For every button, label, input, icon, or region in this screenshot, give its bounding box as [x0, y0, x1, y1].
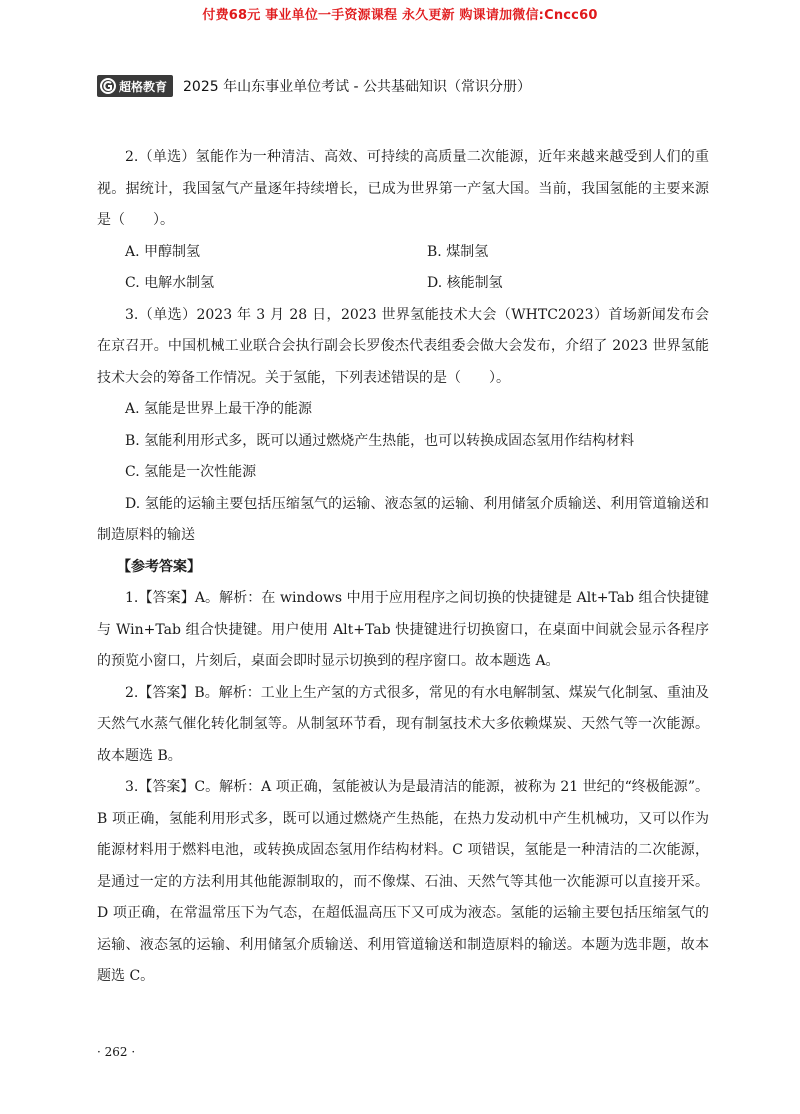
question-2-options-row-2 [97, 268, 709, 300]
answer-3: 3.【答案】C。解析：A 项正确，氢能被认为是最清洁的能源，被称为 21 世纪的“终极能源”。B 项正确，氢能利用形式多，既可以通过燃烧产生热能，在热力发动机中产生机械功，又可以作为能源材料用于燃料电池，或转换成固态氢用作结构材料。C 项错误，氢能是一种清洁的二次能源，是通过一定的方法利用其他能源制取的，而不像煤、石油、天然气等其他一次能源可以直接开采。D 项正确，在常温常压下为气态，在超低温高压下又可成为液态。氢能的运输主要包括压缩氢气的运输、液态氢的运输、利用储氢介质输送、利用管道输送和制造原料的输送。本题为选非题，故本题选 C。 [97, 779, 709, 984]
promo-banner: 付费68元 事业单位一手资源课程 永久更新 购课请加微信:Cncc60 [202, 8, 598, 23]
book-title: 2025 年山东事业单位考试 - 公共基础知识（常识分册） [183, 79, 532, 95]
question-2-option-a: A. 甲醇制氢 [125, 243, 201, 260]
answers-heading: 【参考答案】 [117, 558, 201, 575]
answer-1: 1.【答案】A。解析：在 windows 中用于应用程序之间切换的快捷键是 Alt+Tab 组合快捷键与 Win+Tab 组合快捷键。用户使用 Alt+Tab 快捷键进行切换窗口，在桌面中间就会显示各程序的预览小窗口，片刻后，桌面会即时显示切换到的程序窗口。故本题选 A。 [97, 590, 709, 669]
question-3-option-b: B. 氢能利用形式多，既可以通过燃烧产生热能，也可以转换成固态氢用作结构材料 [125, 432, 635, 449]
question-2-options-row-1 [97, 237, 709, 269]
question-2-option-c: C. 电解水制氢 [125, 275, 215, 291]
question-3-option-c: C. 氢能是一次性能源 [125, 464, 257, 480]
question-3-option-d: D. 氢能的运输主要包括压缩氢气的运输、液态氢的运输、利用储氢介质输送、利用管道输送和制造原料的输送 [97, 495, 709, 543]
question-2-option-d: D. 核能制氢 [427, 275, 503, 291]
question-3-stem: 3.（单选）2023 年 3 月 28 日，2023 世界氢能技术大会（WHTC2023）首场新闻发布会在京召开。中国机械工业联合会执行副会长罗俊杰代表组委会做大会发布，介绍了 2023 世界氢能技术大会的筹备工作情况。关于氢能，下列表述错误的是（ ）。 [97, 306, 709, 386]
logo-icon [100, 78, 116, 94]
page-number: · 262 · [97, 1045, 136, 1059]
logo-text: 超格教育 [119, 79, 168, 94]
question-3-option-a: A. 氢能是世界上最干净的能源 [125, 401, 313, 417]
question-2-stem: 2.（单选）氢能作为一种清洁、高效、可持续的高质量二次能源，近年来越来越受到人们的重视。据统计，我国氢气产量逐年持续增长，已成为世界第一产氢大国。当前，我国氢能的主要来源是（ ）。 [97, 149, 709, 228]
page-header [97, 75, 531, 97]
brand-logo [97, 75, 173, 97]
answer-2: 2.【答案】B。解析：工业上生产氢的方式很多，常见的有水电解制氢、煤炭气化制氢、重油及天然气水蒸气催化转化制氢等。从制氢环节看，现有制氢技术大多依赖煤炭、天然气等一次能源。故本题选 B。 [97, 684, 709, 764]
page-content [97, 142, 709, 993]
question-2-option-b: B. 煤制氢 [427, 243, 489, 260]
